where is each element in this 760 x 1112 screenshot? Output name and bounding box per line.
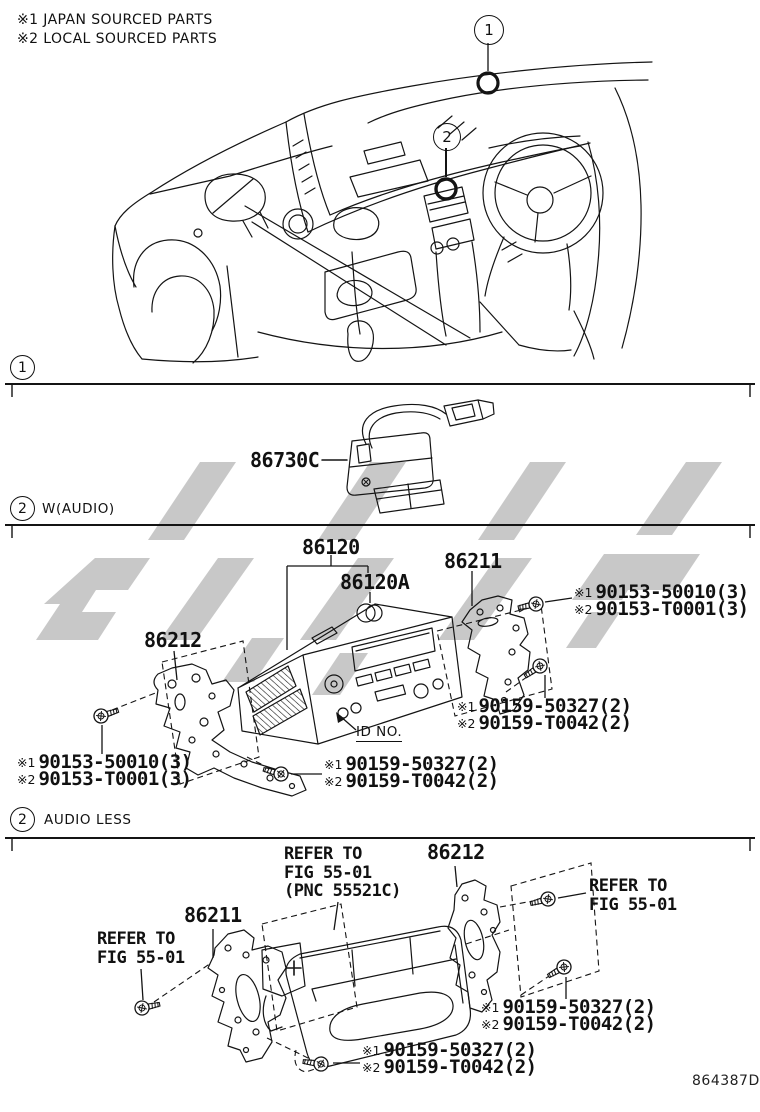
part-label-86212: 86212 [144, 628, 202, 652]
fastener-label-90159-bottom: ※1 90159-50327(2) ※2 90159-T0042(2) [324, 753, 499, 792]
part-label-86211-audioless: 86211 [184, 903, 242, 927]
fastener-label-90159-lower-right: ※1 90159-50327(2) ※2 90159-T0042(2) [457, 695, 632, 734]
part-label-86212-audioless: 86212 [427, 840, 485, 864]
id-no-label: ID NO. [356, 724, 403, 740]
bracket-86211-audioless-drawing [208, 930, 286, 1062]
section-2-number: 2 [10, 496, 35, 521]
callout-1-balloon: 1 [474, 15, 504, 45]
label-86212-leader [174, 651, 177, 680]
note-japan-sourced: ※1 JAPAN SOURCED PARTS [17, 12, 213, 28]
note-local-sourced: ※2 LOCAL SOURCED PARTS [17, 31, 218, 47]
ref-mark-2: ※2 [17, 771, 36, 787]
part-label-86211: 86211 [444, 549, 502, 573]
ref-mark-1: ※1 [362, 1042, 381, 1058]
screw-90153-left [92, 704, 120, 725]
ref-mark-1: ※1 [457, 698, 476, 714]
refer-fig-pnc-label: REFER TO FIG 55-01 (PNC 55521C) [284, 844, 401, 901]
refer-pnc-leader [334, 902, 338, 930]
ref-mark-2: ※2 [362, 1059, 381, 1075]
ref-mark-1: ※1 [17, 754, 36, 770]
screw-refer-right [529, 890, 557, 910]
ref-mark-1: ※1 [481, 999, 500, 1015]
ref-mark-2: ※2 [574, 601, 593, 617]
callout-2-balloon: 2 [433, 123, 461, 151]
part-label-86120A: 86120A [340, 570, 410, 594]
fastener-label-90159-al-bottom: ※1 90159-50327(2) ※2 90159-T0042(2) [362, 1039, 537, 1078]
section-2-label: W(AUDIO) [42, 501, 115, 517]
section-3-label: AUDIO LESS [44, 812, 132, 828]
label-86212-al-leader [455, 866, 457, 887]
section-3-number: 2 [10, 807, 35, 832]
screw-90153-upper-right [517, 596, 544, 615]
figure-code: 864387D [692, 1073, 760, 1089]
ref-mark-2: ※2 [481, 1016, 500, 1032]
refer-fig-left-label: REFER TO FIG 55-01 [97, 929, 185, 968]
refer-fig-right-label: REFER TO FIG 55-01 [589, 876, 677, 915]
ref-mark-1: ※1 [324, 756, 343, 772]
bracket-86212-audioless-drawing [448, 880, 500, 1015]
callout-1-target-ring [478, 73, 498, 93]
part-label-86730C: 86730C [250, 448, 320, 472]
ref-mark-2: ※2 [324, 773, 343, 789]
fastener-label-90153-left: ※1 90153-50010(3) ※2 90153-T0001(3) [17, 751, 192, 790]
section-1-number: 1 [10, 355, 35, 380]
screw-90159-bottom [262, 763, 290, 783]
fastener-label-90153-upper-right: ※1 90153-50010(3) ※2 90153-T0001(3) [574, 581, 749, 620]
car-illustration [113, 62, 652, 363]
screw-90159-al-right [545, 957, 574, 982]
part-label-86120: 86120 [302, 535, 360, 559]
ref-mark-1: ※1 [574, 584, 593, 600]
fastener-label-90159-al-right: ※1 90159-50327(2) ※2 90159-T0042(2) [481, 996, 656, 1035]
ref-mark-2: ※2 [457, 715, 476, 731]
